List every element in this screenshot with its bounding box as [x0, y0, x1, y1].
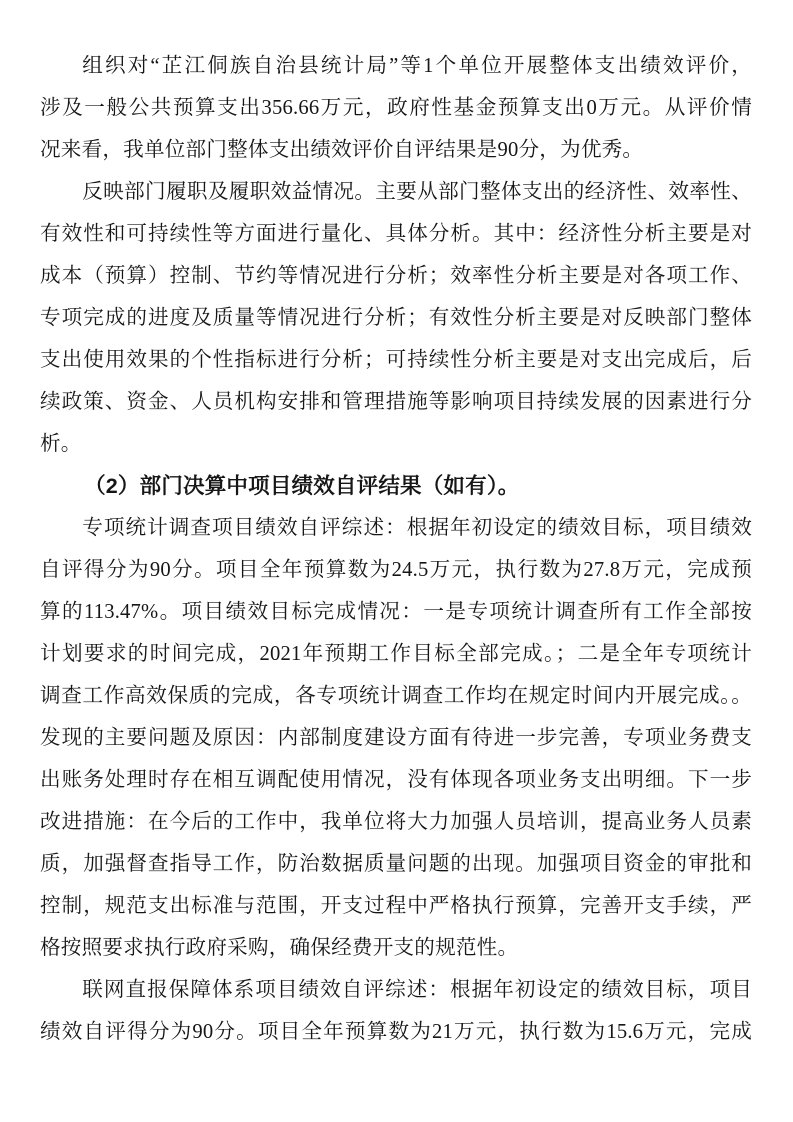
paragraph	[40, 507, 752, 969]
text-line: 析。	[40, 433, 82, 455]
text-line: 发现的主要问题及原因：内部制度建设方面有待进一步完善，专项业务费支	[40, 727, 752, 749]
section-heading	[40, 465, 752, 507]
text-line: 反映部门履职及履职效益情况。主要从部门整体支出的经济性、效率性、	[82, 181, 752, 203]
text-line: 专项完成的进度及质量等情况进行分析；有效性分析主要是对反映部门整体	[40, 307, 752, 329]
paragraph	[40, 171, 752, 465]
text-line: 组织对“芷江侗族自治县统计局”等1个单位开展整体支出绩效评价，	[82, 55, 752, 77]
paragraph	[40, 969, 752, 1053]
paragraph	[40, 45, 752, 171]
text-line: 涉及一般公共预算支出356.66万元，政府性基金预算支出0万元。从评价情	[40, 97, 752, 119]
text-line: 出账务处理时存在相互调配使用情况，没有体现各项业务支出明细。下一步	[40, 769, 752, 791]
text-line: 专项统计调查项目绩效自评综述：根据年初设定的绩效目标，项目绩效	[82, 517, 752, 539]
text-line: 续政策、资金、人员机构安排和管理措施等影响项目持续发展的因素进行分	[40, 391, 752, 413]
text-line: 质，加强督查指导工作，防治数据质量问题的出现。加强项目资金的审批和	[40, 853, 752, 875]
text-line: 有效性和可持续性等方面进行量化、具体分析。其中：经济性分析主要是对	[40, 223, 752, 245]
text-line: 格按照要求执行政府采购，确保经费开支的规范性。	[40, 937, 519, 959]
text-line: 绩效自评得分为90分。项目全年预算数为21万元，执行数为15.6万元，完成	[40, 1021, 752, 1043]
text-line: 支出使用效果的个性指标进行分析；可持续性分析主要是对支出完成后，后	[40, 349, 752, 371]
heading-line: （2）部门决算中项目绩效自评结果（如有）。	[84, 474, 520, 498]
text-line: 况来看，我单位部门整体支出绩效评价自评结果是90分，为优秀。	[40, 139, 644, 161]
text-line: 改进措施：在今后的工作中，我单位将大力加强人员培训，提高业务人员素	[40, 811, 752, 833]
text-line: 成本（预算）控制、节约等情况进行分析；效率性分析主要是对各项工作、	[40, 265, 752, 287]
text-line: 联网直报保障体系项目绩效自评综述：根据年初设定的绩效目标，项目	[82, 979, 752, 1001]
text-line: 调查工作高效保质的完成，各专项统计调查工作均在规定时间内开展完成。。	[40, 685, 752, 707]
text-line: 控制，规范支出标准与范围，开支过程中严格执行预算，完善开支手续，严	[40, 895, 752, 917]
text-line: 算的113.47%。项目绩效目标完成情况：一是专项统计调查所有工作全部按	[40, 601, 752, 623]
text-line: 计划要求的时间完成，2021年预期工作目标全部完成。；二是全年专项统计	[40, 643, 752, 665]
text-line: 自评得分为90分。项目全年预算数为24.5万元，执行数为27.8万元，完成预	[40, 559, 752, 581]
